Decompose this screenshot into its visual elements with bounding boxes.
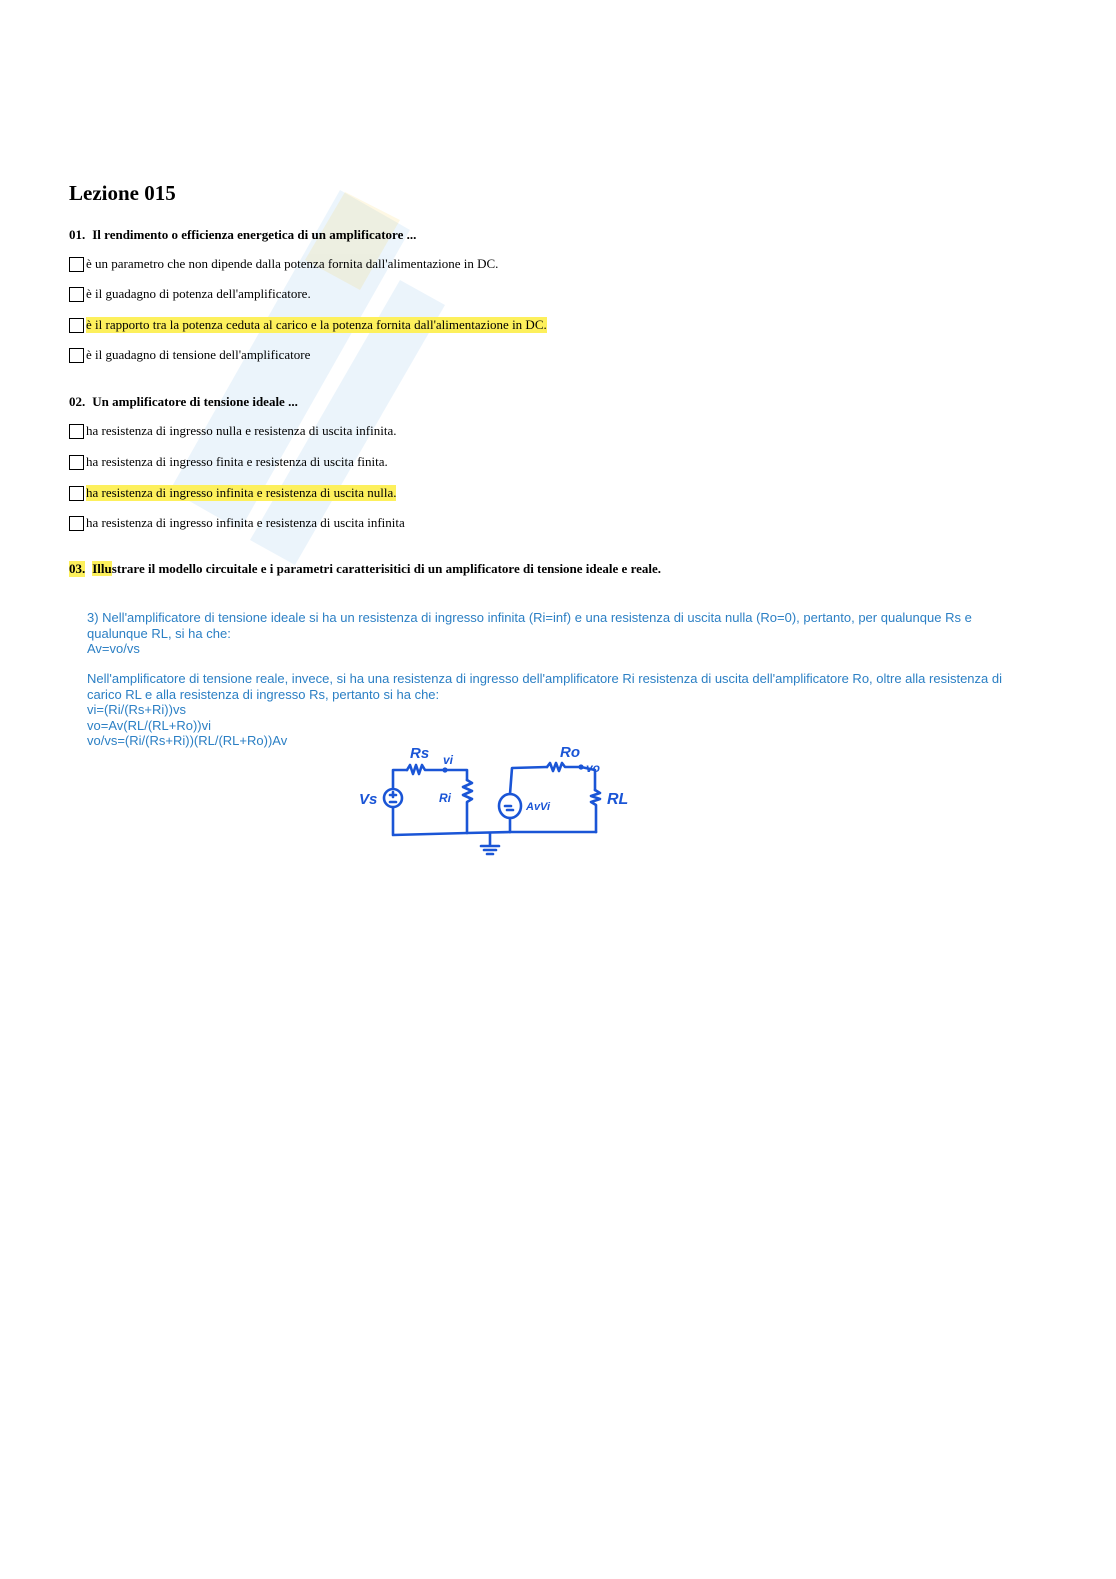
answer-formula: vo=Av(RL/(RL+Ro))vi [87, 717, 212, 733]
label-vo: vo [586, 761, 601, 775]
circuit-sketch [355, 740, 645, 865]
option-text-highlighted: ha resistenza di ingresso infinita e resistenza di uscita nulla. [86, 485, 397, 500]
checkbox[interactable] [69, 486, 84, 501]
answer-line: qualunque RL, si ha che: [87, 625, 231, 641]
question-01 [69, 227, 416, 243]
checkbox[interactable] [69, 287, 84, 302]
option-text-highlighted: è il rapporto tra la potenza ceduta al carico e la potenza fornita dall'alimentazione in DC. [86, 317, 547, 332]
label-vs: Vs [359, 791, 378, 808]
question-02 [69, 394, 298, 410]
page-title: Lezione 015 [69, 181, 176, 205]
answer-option[interactable] [69, 454, 388, 470]
label-vi: vi [443, 753, 454, 767]
question-number: 03. [69, 561, 86, 576]
answer-paragraph-real [87, 671, 1087, 749]
option-text: ha resistenza di ingresso nulla e resistenza di uscita infinita. [86, 423, 397, 438]
answer-line: Nell'amplificatore di tensione reale, invece, si ha una resistenza di ingresso dell'amplificatore Ri resistenza di uscita dell'amplificatore Ro, oltre alla resistenza di [87, 671, 1002, 686]
option-text: è il guadagno di potenza dell'amplificatore. [86, 286, 311, 301]
answer-formula: vo/vs=(Ri/(Rs+Ri))(RL/(RL+Ro))Av [87, 733, 288, 749]
answer-option-correct[interactable] [69, 317, 547, 333]
question-text-highlighted: Illu [92, 561, 112, 576]
answer-paragraph-ideal [87, 610, 1087, 657]
answer-option[interactable] [69, 423, 396, 439]
wire-input-bottom [393, 808, 467, 835]
label-rl: RL [607, 791, 629, 808]
answer-formula: vi=(Ri/(Rs+Ri))vs [87, 702, 186, 718]
checkbox[interactable] [69, 257, 84, 272]
wire-ground-link [467, 832, 510, 833]
watermark-logo [100, 180, 520, 600]
label-ri: Ri [439, 791, 451, 805]
answer-option[interactable] [69, 515, 405, 531]
question-number: 01. [69, 227, 86, 242]
resistor-rs [407, 765, 445, 774]
option-text: è un parametro che non dipende dalla potenza fornita dall'alimentazione in DC. [86, 256, 499, 271]
answer-formula: Av=vo/vs [87, 641, 140, 657]
label-rs: Rs [410, 745, 430, 762]
answer-line: carico RL e alla resistenza di ingresso Rs, pertanto si ha che: [87, 686, 440, 702]
node-vi [442, 767, 447, 772]
answer-option[interactable] [69, 256, 498, 272]
ground-symbol [481, 833, 499, 854]
label-ro: Ro [560, 744, 580, 761]
resistor-ro [547, 763, 581, 771]
answer-option[interactable] [69, 286, 311, 302]
answer-line: 3) Nell'amplificatore di tensione ideale si ha un resistenza di ingresso infinita (Ri=inf) e una resistenza di uscita nulla (Ro=0), pertanto, per qualunque Rs e [87, 610, 972, 625]
option-text: ha resistenza di ingresso infinita e resistenza di uscita infinita [86, 515, 405, 530]
answer-option[interactable] [69, 347, 310, 363]
wire-output-up [510, 767, 547, 794]
resistor-ri [463, 780, 472, 832]
label-avvi: AvVi [526, 801, 551, 813]
checkbox[interactable] [69, 516, 84, 531]
question-number: 02. [69, 394, 86, 409]
question-text: Un amplificatore di tensione ideale ... [92, 394, 298, 409]
resistor-rl [591, 790, 600, 832]
checkbox[interactable] [69, 455, 84, 470]
answer-option-correct[interactable] [69, 485, 396, 501]
question-03 [69, 561, 661, 577]
wire-input-top [393, 770, 407, 788]
checkbox[interactable] [69, 348, 84, 363]
question-text: Il rendimento o efficienza energetica di un amplificatore ... [92, 227, 417, 242]
question-text: strare il modello circuitale e i parametri caratterisitici di un amplificatore di tensione ideale e reale. [111, 561, 662, 576]
node-vo [578, 764, 583, 769]
checkbox[interactable] [69, 318, 84, 333]
option-text: ha resistenza di ingresso finita e resistenza di uscita finita. [86, 454, 388, 469]
checkbox[interactable] [69, 424, 84, 439]
wire-to-ri [445, 770, 467, 780]
option-text: è il guadagno di tensione dell'amplificatore [86, 347, 311, 362]
